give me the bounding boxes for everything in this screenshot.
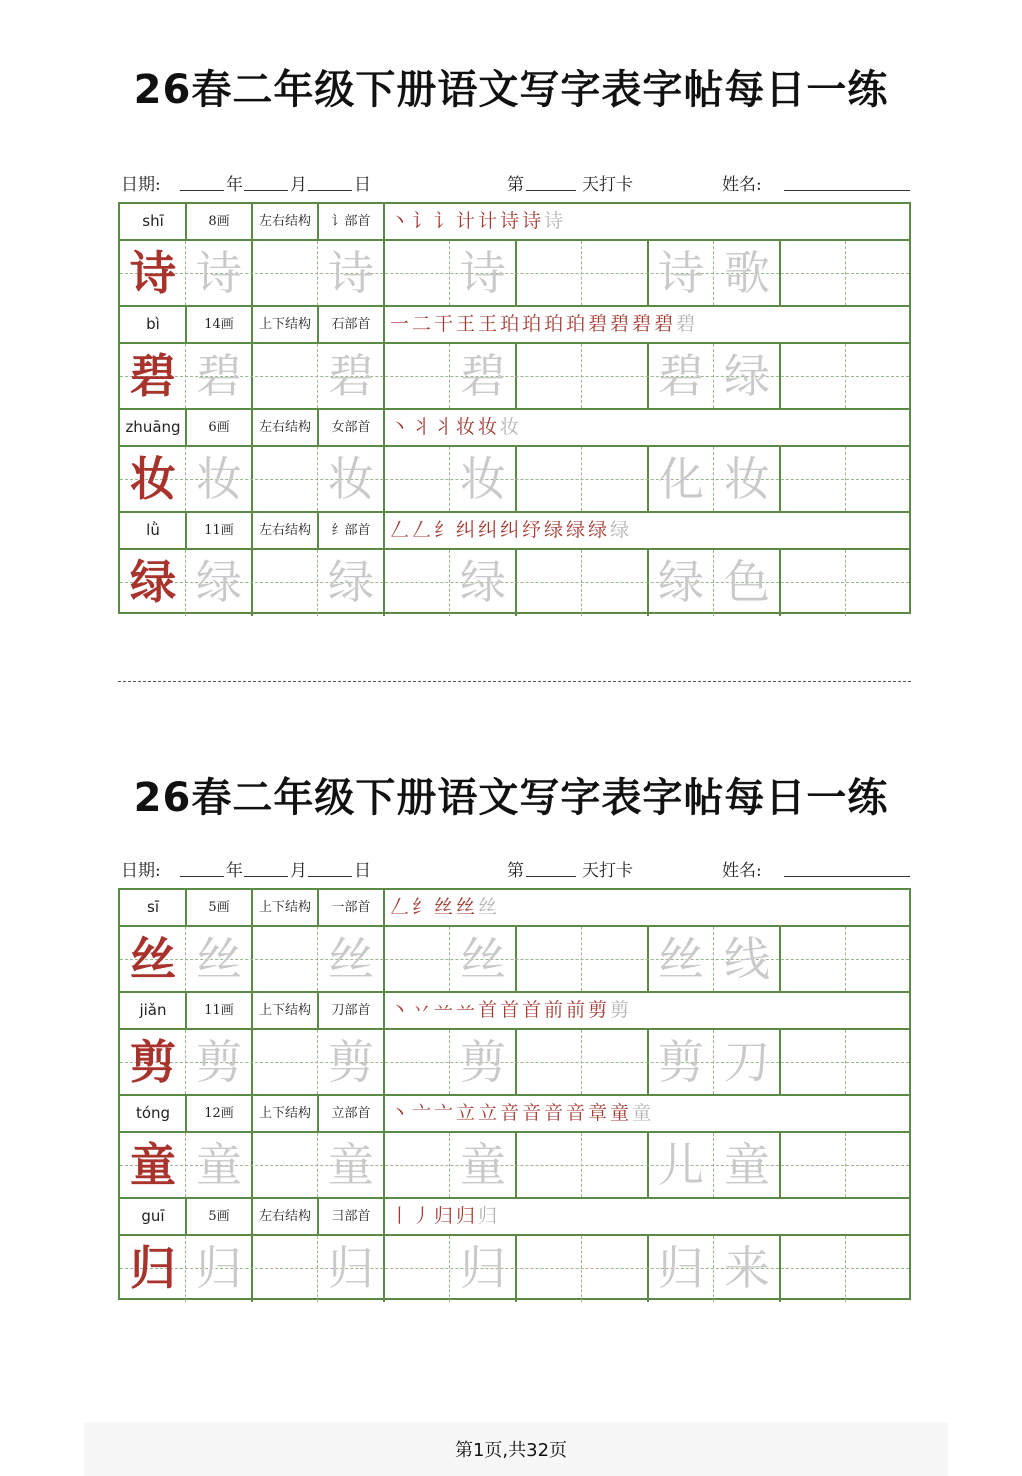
- trace-character: 绿: [658, 555, 704, 609]
- stroke-order: [390, 410, 522, 445]
- model-character: 诗: [130, 246, 176, 300]
- pinyin-label: bì: [146, 315, 160, 333]
- radical-label: 立部首: [331, 1106, 371, 1121]
- word-character: 线: [724, 932, 770, 986]
- stroke-order: [390, 1096, 654, 1131]
- stroke-step: 立: [456, 1102, 479, 1124]
- char-info-row: [120, 890, 909, 927]
- pinyin-label: sī: [147, 898, 159, 916]
- stroke-step: 诗: [522, 210, 545, 232]
- stroke-count: 12画: [204, 1106, 234, 1121]
- trace-character: 归: [196, 1241, 242, 1295]
- structure-label: 左右结构: [258, 214, 311, 229]
- stroke-step: 丨: [390, 1205, 413, 1227]
- model-character: 绿: [130, 555, 176, 609]
- radical-label: 一部首: [331, 900, 371, 915]
- sheet-title: 26春二年级下册语文写字表字帖每日一练: [133, 775, 889, 821]
- trace-character: 丝: [460, 932, 506, 986]
- stroke-step: 𠃋: [412, 519, 435, 541]
- stroke-step: 归: [478, 1205, 501, 1227]
- trace-character: 剪: [328, 1035, 374, 1089]
- char-practice-row: [120, 241, 909, 307]
- char-practice-row: [120, 1030, 909, 1096]
- stroke-step: 音: [500, 1102, 523, 1124]
- stroke-step: 碧: [632, 313, 655, 335]
- trace-character: 妆: [724, 452, 770, 506]
- stroke-step: 首: [500, 999, 523, 1021]
- structure-label: 上下结构: [258, 1106, 311, 1121]
- stroke-step: 绿: [610, 519, 633, 541]
- trace-character: 碧: [328, 349, 374, 403]
- stroke-step: 纠: [456, 519, 479, 541]
- trace-character: 绿: [196, 555, 242, 609]
- char-practice-row: [120, 550, 909, 616]
- pinyin-label: jiǎn: [139, 1001, 167, 1019]
- radical-label: 纟部首: [331, 523, 371, 538]
- stroke-step: 𠃋: [390, 519, 413, 541]
- stroke-step: 前: [566, 999, 589, 1021]
- stroke-step: 绿: [566, 519, 589, 541]
- stroke-step: 亠: [434, 1102, 457, 1124]
- stroke-step: 计: [456, 210, 479, 232]
- stroke-step: 丷: [412, 999, 435, 1021]
- word-character: 色: [724, 555, 770, 609]
- trace-character: 碧: [196, 349, 242, 403]
- trace-character: 妆: [196, 452, 242, 506]
- month-blank[interactable]: [244, 876, 288, 877]
- stroke-step: 碧: [588, 313, 611, 335]
- stroke-order: [390, 1199, 500, 1234]
- stroke-step: 诗: [544, 210, 567, 232]
- stroke-count: 5画: [208, 1209, 230, 1224]
- stroke-step: 碧: [676, 313, 699, 335]
- stroke-step: 诗: [500, 210, 523, 232]
- info-line: [118, 856, 912, 882]
- stroke-step: 丝: [478, 896, 501, 918]
- char-info-row: [120, 307, 909, 344]
- stroke-step: 一: [390, 313, 413, 335]
- model-character: 童: [130, 1138, 176, 1192]
- day-label: 日: [354, 175, 371, 195]
- trace-character: 绿: [328, 555, 374, 609]
- trace-character: 童: [328, 1138, 374, 1192]
- trace-character: 诗: [328, 246, 374, 300]
- page-divider: [118, 681, 911, 682]
- trace-character: 童: [460, 1138, 506, 1192]
- pinyin-label: guī: [141, 1207, 165, 1225]
- stroke-step: 珀: [544, 313, 567, 335]
- stroke-step: 珀: [500, 313, 523, 335]
- structure-label: 左右结构: [258, 420, 311, 435]
- stroke-step: 𠃋: [390, 896, 413, 918]
- stroke-step: 音: [544, 1102, 567, 1124]
- trace-character: 丝: [328, 932, 374, 986]
- pinyin-label: zhuāng: [125, 418, 181, 436]
- date-label: 日期:: [121, 175, 161, 195]
- char-info-row: [120, 204, 909, 241]
- stroke-count: 6画: [208, 420, 230, 435]
- year-label: 年: [226, 175, 243, 195]
- model-character: 归: [130, 1241, 176, 1295]
- stroke-step: 讠: [412, 210, 435, 232]
- radical-label: 刀部首: [331, 1003, 371, 1018]
- grid-line: [581, 550, 582, 616]
- model-character: 妆: [130, 452, 176, 506]
- stroke-step: 童: [610, 1102, 633, 1124]
- grid-line: [845, 550, 846, 616]
- stroke-step: 丬: [434, 416, 457, 438]
- stroke-order: [390, 890, 500, 925]
- stroke-count: 14画: [204, 317, 234, 332]
- grid-line: [845, 1236, 846, 1302]
- stroke-count: 11画: [204, 1003, 234, 1018]
- stroke-count: 8画: [208, 214, 230, 229]
- word-character: 绿: [724, 349, 770, 403]
- stroke-count: 11画: [204, 523, 234, 538]
- stroke-step: 王: [478, 313, 501, 335]
- stroke-step: 丶: [390, 210, 413, 232]
- stroke-step: 碧: [610, 313, 633, 335]
- word-character: 刀: [724, 1035, 770, 1089]
- stroke-step: 妆: [456, 416, 479, 438]
- char-info-row: [120, 410, 909, 447]
- checkin-label: 天打卡: [582, 175, 633, 195]
- trace-character: 诗: [658, 246, 704, 300]
- stroke-step: 音: [566, 1102, 589, 1124]
- trace-character: 归: [658, 1241, 704, 1295]
- stroke-step: 丿: [412, 1205, 435, 1227]
- practice-grid: [118, 202, 911, 614]
- stroke-step: 珀: [566, 313, 589, 335]
- month-label: 月: [290, 861, 307, 881]
- stroke-step: 亠: [412, 1102, 435, 1124]
- char-info-row: [120, 993, 909, 1030]
- stroke-step: 归: [434, 1205, 457, 1227]
- stroke-step: 纠: [478, 519, 501, 541]
- stroke-order: [390, 307, 698, 342]
- trace-character: 丝: [658, 932, 704, 986]
- page-counter: 第1页,共32页: [454, 1440, 568, 1461]
- radical-label: 讠部首: [331, 214, 371, 229]
- stroke-step: 丝: [456, 896, 479, 918]
- trace-character: 诗: [196, 246, 242, 300]
- trace-character: 剪: [196, 1035, 242, 1089]
- pinyin-label: tóng: [135, 1104, 171, 1122]
- stroke-step: 纟: [412, 896, 435, 918]
- stroke-step: 干: [434, 313, 457, 335]
- word-character: 儿: [658, 1138, 704, 1192]
- checkin-label: 天打卡: [582, 861, 633, 881]
- trace-character: 碧: [658, 349, 704, 403]
- char-info-row: [120, 513, 909, 550]
- stroke-step: 丬: [412, 416, 435, 438]
- stroke-step: 丝: [434, 896, 457, 918]
- trace-character: 诗: [460, 246, 506, 300]
- trace-character: 碧: [460, 349, 506, 403]
- stroke-step: 碧: [654, 313, 677, 335]
- stroke-step: 纾: [522, 519, 545, 541]
- char-practice-row: [120, 344, 909, 410]
- trace-character: 妆: [328, 452, 374, 506]
- model-character: 丝: [130, 932, 176, 986]
- stroke-order: [390, 513, 632, 548]
- year-blank[interactable]: [180, 876, 224, 877]
- stroke-step: 䒑: [456, 999, 479, 1021]
- structure-label: 上下结构: [258, 900, 311, 915]
- stroke-step: 讠: [434, 210, 457, 232]
- char-info-row: [120, 1096, 909, 1133]
- name-blank[interactable]: [784, 876, 910, 877]
- practice-grid: [118, 888, 911, 1300]
- sheet-title: 26春二年级下册语文写字表字帖每日一练: [133, 67, 889, 113]
- pinyin-label: shī: [142, 212, 164, 230]
- radical-label: 彐部首: [331, 1209, 371, 1224]
- checkin-day-blank[interactable]: [526, 876, 576, 877]
- radical-label: 女部首: [331, 420, 371, 435]
- structure-label: 上下结构: [258, 1003, 311, 1018]
- word-character: 来: [724, 1241, 770, 1295]
- checkin-day-blank[interactable]: [526, 190, 576, 191]
- stroke-step: 计: [478, 210, 501, 232]
- trace-character: 丝: [196, 932, 242, 986]
- trace-character: 妆: [460, 452, 506, 506]
- stroke-step: 妆: [500, 416, 523, 438]
- stroke-step: 章: [588, 1102, 611, 1124]
- stroke-step: 丶: [390, 1102, 413, 1124]
- day-blank[interactable]: [308, 876, 352, 877]
- stroke-step: 王: [456, 313, 479, 335]
- stroke-step: 剪: [610, 999, 633, 1021]
- stroke-step: 前: [544, 999, 567, 1021]
- stroke-step: 珀: [522, 313, 545, 335]
- stroke-step: 立: [478, 1102, 501, 1124]
- char-practice-row: [120, 1236, 909, 1302]
- stroke-step: 首: [522, 999, 545, 1021]
- year-blank[interactable]: [180, 190, 224, 191]
- char-info-row: [120, 1199, 909, 1236]
- di-label: 第: [507, 861, 524, 881]
- name-label: 姓名:: [722, 175, 762, 195]
- trace-character: 剪: [658, 1035, 704, 1089]
- info-line: [118, 170, 912, 196]
- grid-line: [581, 1236, 582, 1302]
- char-practice-row: [120, 927, 909, 993]
- date-label: 日期:: [121, 861, 161, 881]
- structure-label: 左右结构: [258, 1209, 311, 1224]
- trace-character: 剪: [460, 1035, 506, 1089]
- month-label: 月: [290, 175, 307, 195]
- stroke-step: 纠: [500, 519, 523, 541]
- stroke-step: 音: [522, 1102, 545, 1124]
- year-label: 年: [226, 861, 243, 881]
- trace-character: 绿: [460, 555, 506, 609]
- trace-character: 童: [196, 1138, 242, 1192]
- stroke-step: 剪: [588, 999, 611, 1021]
- day-label: 日: [354, 861, 371, 881]
- stroke-step: 纟: [434, 519, 457, 541]
- radical-label: 石部首: [331, 317, 371, 332]
- stroke-step: 归: [456, 1205, 479, 1227]
- stroke-step: 妆: [478, 416, 501, 438]
- trace-character: 归: [328, 1241, 374, 1295]
- stroke-step: 绿: [544, 519, 567, 541]
- stroke-count: 5画: [208, 900, 230, 915]
- day-blank[interactable]: [308, 190, 352, 191]
- char-practice-row: [120, 1133, 909, 1199]
- name-blank[interactable]: [784, 190, 910, 191]
- trace-character: 童: [724, 1138, 770, 1192]
- month-blank[interactable]: [244, 190, 288, 191]
- model-character: 剪: [130, 1035, 176, 1089]
- stroke-order: [390, 204, 566, 239]
- stroke-step: 童: [632, 1102, 655, 1124]
- di-label: 第: [507, 175, 524, 195]
- structure-label: 上下结构: [258, 317, 311, 332]
- stroke-step: 䒑: [434, 999, 457, 1021]
- pinyin-label: lǜ: [146, 521, 160, 539]
- word-character: 歌: [724, 246, 770, 300]
- model-character: 碧: [130, 349, 176, 403]
- structure-label: 左右结构: [258, 523, 311, 538]
- stroke-step: 绿: [588, 519, 611, 541]
- stroke-step: 首: [478, 999, 501, 1021]
- name-label: 姓名:: [722, 861, 762, 881]
- stroke-step: 丶: [390, 416, 413, 438]
- char-practice-row: [120, 447, 909, 513]
- word-character: 化: [658, 452, 704, 506]
- stroke-step: 丶: [390, 999, 413, 1021]
- stroke-order: [390, 993, 632, 1028]
- stroke-step: 二: [412, 313, 435, 335]
- trace-character: 归: [460, 1241, 506, 1295]
